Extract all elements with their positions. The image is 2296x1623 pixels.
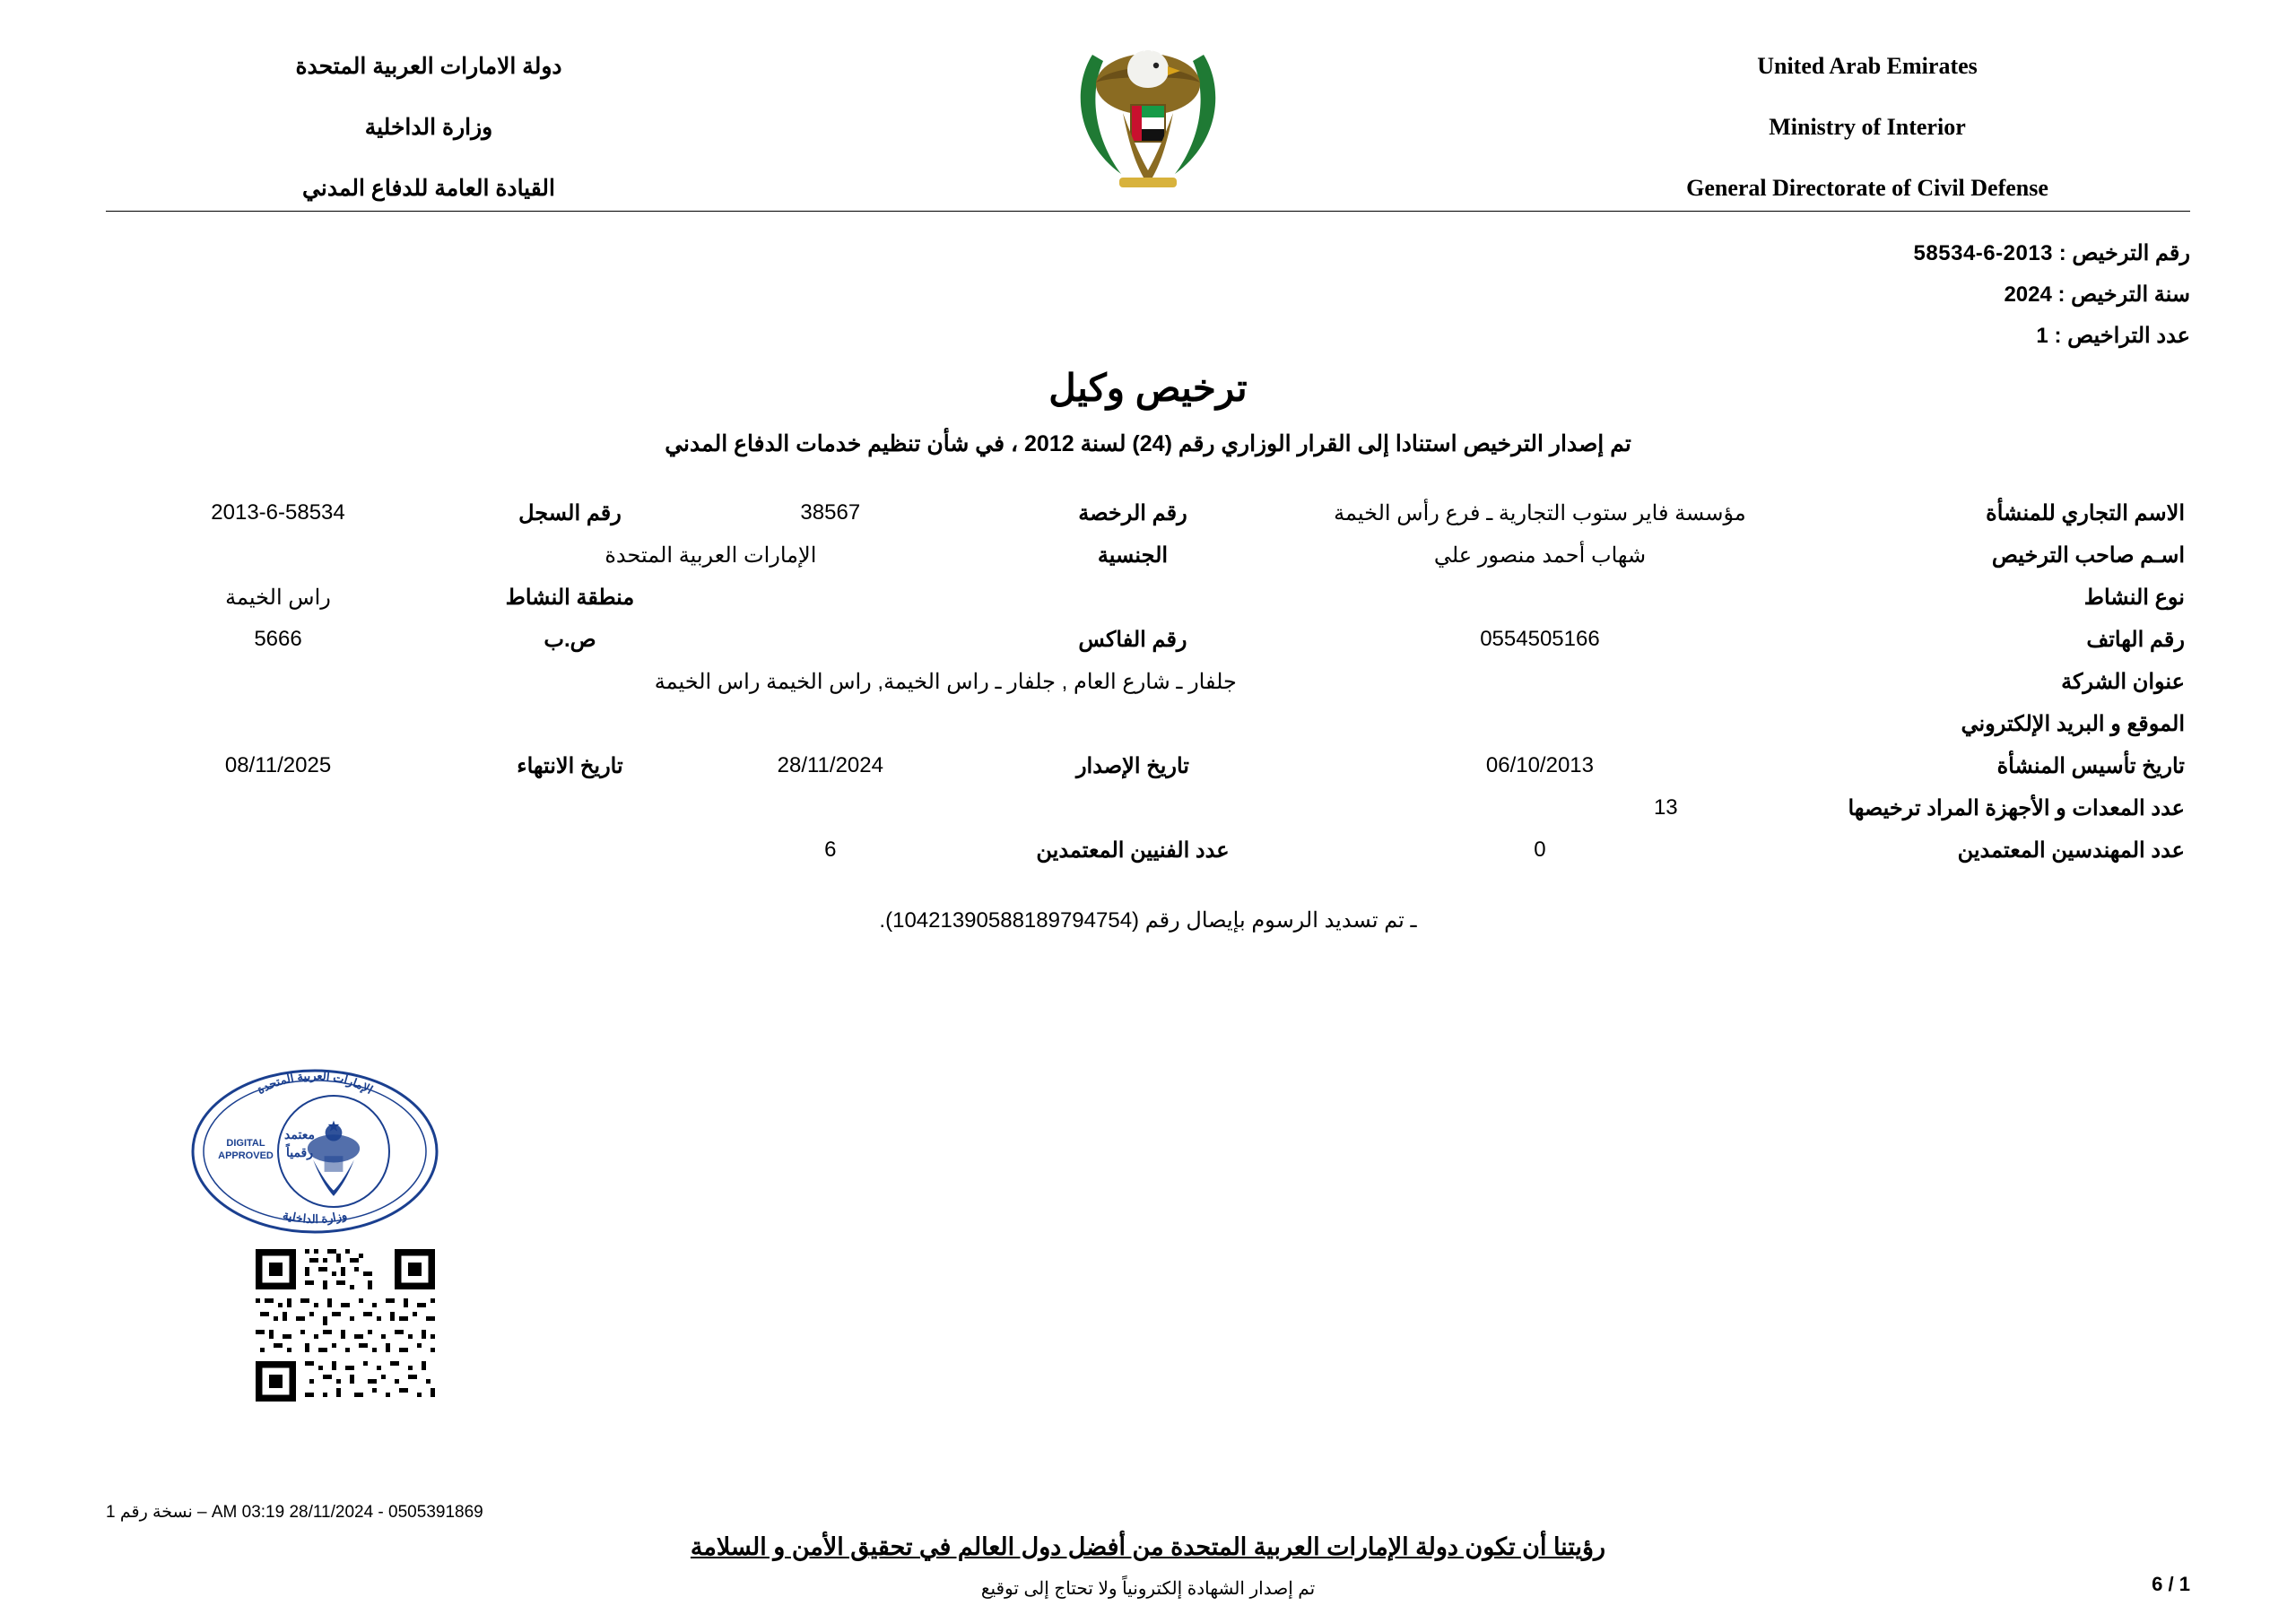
electronic-issue-note: تم إصدار الشهادة إلكترونياً ولا تحتاج إلى توقيع bbox=[980, 1579, 1316, 1599]
activity-row-spacer-2 bbox=[690, 577, 971, 619]
expiry-date-label: تاريخ الانتهاء bbox=[517, 754, 623, 778]
website-email-value bbox=[106, 703, 1786, 745]
technicians-count-label: عدد الفنيين المعتمدين bbox=[1036, 838, 1230, 863]
equipment-row-spacer bbox=[971, 787, 1295, 829]
license-number-field-value: 38567 bbox=[800, 500, 861, 525]
expiry-date-value: 08/11/2025 bbox=[224, 753, 332, 777]
equipment-count-value: 13 bbox=[1653, 795, 1678, 820]
activity-area-value: راس الخيمة bbox=[225, 586, 331, 610]
table-row bbox=[106, 745, 2190, 787]
nationality-value: الإمارات العربية المتحدة bbox=[604, 543, 817, 568]
qr-code bbox=[251, 1245, 439, 1406]
document-footer bbox=[0, 1533, 2296, 1600]
address-value: جلفار ـ شارع العام , جلفار ـ راس الخيمة, راس الخيمة راس الخيمة bbox=[654, 670, 1237, 694]
technicians-row-spacer-2 bbox=[106, 829, 450, 872]
vision-statement: رؤيتنا أن تكون دولة الإمارات العربية المتحدة من أفضل دول العالم في تحقيق الأمن و السلامة bbox=[690, 1533, 1606, 1560]
license-year-meta bbox=[106, 274, 2190, 316]
website-email-label: الموقع و البريد الإلكتروني bbox=[1961, 712, 2185, 736]
document-header bbox=[106, 0, 2190, 211]
svg-text:الإمارات العربية المتحدة: الإمارات العربية المتحدة bbox=[254, 1068, 376, 1097]
table-row bbox=[106, 787, 2190, 829]
table-row bbox=[106, 577, 2190, 619]
technicians-row-spacer bbox=[450, 829, 690, 872]
owner-name-label: اسـم صاحب الترخيص bbox=[1991, 543, 2185, 568]
fax-value bbox=[690, 619, 971, 661]
header-english-block bbox=[1544, 23, 2190, 219]
equipment-count-label: عدد المعدات و الأجهزة المراد ترخيصها bbox=[1848, 796, 2185, 820]
digital-approval-block bbox=[135, 1067, 439, 1406]
trade-name-label: الاسم التجاري للمنشأة bbox=[1986, 501, 2185, 525]
table-row bbox=[106, 661, 2190, 703]
issue-date-label: تاريخ الإصدار bbox=[1075, 754, 1189, 778]
license-number-value: 58534-6-2013 bbox=[1913, 241, 2054, 265]
svg-text:معتمد: معتمد bbox=[284, 1127, 315, 1141]
license-year-label: سنة الترخيص : bbox=[2057, 282, 2190, 307]
activity-type-label: نوع النشاط bbox=[2083, 586, 2185, 610]
license-number-meta bbox=[106, 233, 2190, 274]
equipment-row-spacer-4 bbox=[106, 787, 450, 829]
license-count-meta bbox=[106, 316, 2190, 357]
receipt-note: ـ تم تسديد الرسوم بإيصال رقم (10421390588189794754). bbox=[879, 908, 1417, 933]
license-details-table bbox=[106, 492, 2190, 872]
header-en-line-2: Ministry of Interior bbox=[1769, 114, 1966, 140]
address-label: عنوان الشركة bbox=[2061, 670, 2185, 694]
page-title: ترخيص وكيل bbox=[1048, 367, 1248, 409]
svg-text:رقمياً: رقمياً bbox=[285, 1145, 314, 1159]
owner-name-value: شهاب أحمد منصور علي bbox=[1433, 543, 1647, 568]
page-number: 1 / 6 bbox=[2152, 1573, 2190, 1595]
register-number-value: 2013-6-58534 bbox=[211, 500, 345, 525]
header-ar-line-1: دولة الامارات العربية المتحدة bbox=[295, 54, 562, 79]
header-ar-line-3: القيادة العامة للدفاع المدني bbox=[302, 176, 555, 201]
established-date-label: تاريخ تأسيس المنشأة bbox=[1996, 754, 2185, 778]
activity-type-value bbox=[1294, 577, 1785, 619]
table-row bbox=[106, 619, 2190, 661]
digital-approved-stamp-icon bbox=[190, 1067, 439, 1236]
owner-row-spacer bbox=[106, 534, 450, 577]
table-row bbox=[106, 703, 2190, 745]
license-number-field-label: رقم الرخصة bbox=[1078, 501, 1187, 525]
pobox-value: 5666 bbox=[254, 627, 302, 651]
svg-text:وزارة الداخلية: وزارة الداخلية bbox=[281, 1207, 349, 1227]
license-count-label: عدد التراخيص : bbox=[2054, 324, 2190, 348]
table-row bbox=[106, 829, 2190, 872]
phone-value: 0554505166 bbox=[1480, 627, 1600, 651]
license-year-value: 2024 bbox=[2004, 282, 2052, 307]
table-row bbox=[106, 492, 2190, 534]
license-count-value: 1 bbox=[2036, 324, 2048, 348]
activity-row-spacer bbox=[971, 577, 1295, 619]
trade-name-value: مؤسسة فاير ستوب التجارية ـ فرع رأس الخيمة bbox=[1334, 501, 1746, 525]
engineers-count-label: عدد المهندسين المعتمدين bbox=[1957, 838, 2185, 863]
established-date-value: 06/10/2013 bbox=[1485, 753, 1594, 777]
legal-reference-line: تم إصدار الترخيص استنادا إلى القرار الوزاري رقم (24) لسنة 2012 ، في شأن تنظيم خدمات الدفاع المدني bbox=[665, 431, 1631, 456]
header-en-line-3: General Directorate of Civil Defense bbox=[1686, 175, 2048, 201]
copy-timestamp-line: 0505391869 - 28/11/2024 03:19 AM – نسخة رقم 1 bbox=[106, 1503, 483, 1522]
engineers-count-value: 0 bbox=[1534, 838, 1546, 862]
header-en-line-1: United Arab Emirates bbox=[1757, 53, 1978, 79]
nationality-label: الجنسية bbox=[1097, 543, 1169, 568]
uae-moi-falcon-emblem bbox=[1036, 23, 1260, 198]
header-arabic-block bbox=[106, 23, 752, 219]
phone-label: رقم الهاتف bbox=[2086, 628, 2185, 652]
technicians-count-value: 6 bbox=[824, 838, 837, 862]
table-row bbox=[106, 534, 2190, 577]
fax-label: رقم الفاكس bbox=[1078, 628, 1187, 652]
svg-text:DIGITAL: DIGITAL bbox=[226, 1138, 265, 1149]
license-meta bbox=[106, 233, 2190, 357]
register-number-label: رقم السجل bbox=[518, 501, 622, 525]
pobox-label: ص.ب bbox=[544, 628, 596, 652]
equipment-row-spacer-3 bbox=[450, 787, 690, 829]
equipment-row-spacer-2 bbox=[690, 787, 971, 829]
header-ar-line-2: وزارة الداخلية bbox=[364, 115, 493, 140]
issue-date-value: 28/11/2024 bbox=[777, 753, 883, 777]
license-number-label: رقم الترخيص : bbox=[2058, 241, 2190, 265]
activity-area-label: منطقة النشاط bbox=[505, 586, 635, 610]
svg-text:APPROVED: APPROVED bbox=[218, 1150, 274, 1161]
